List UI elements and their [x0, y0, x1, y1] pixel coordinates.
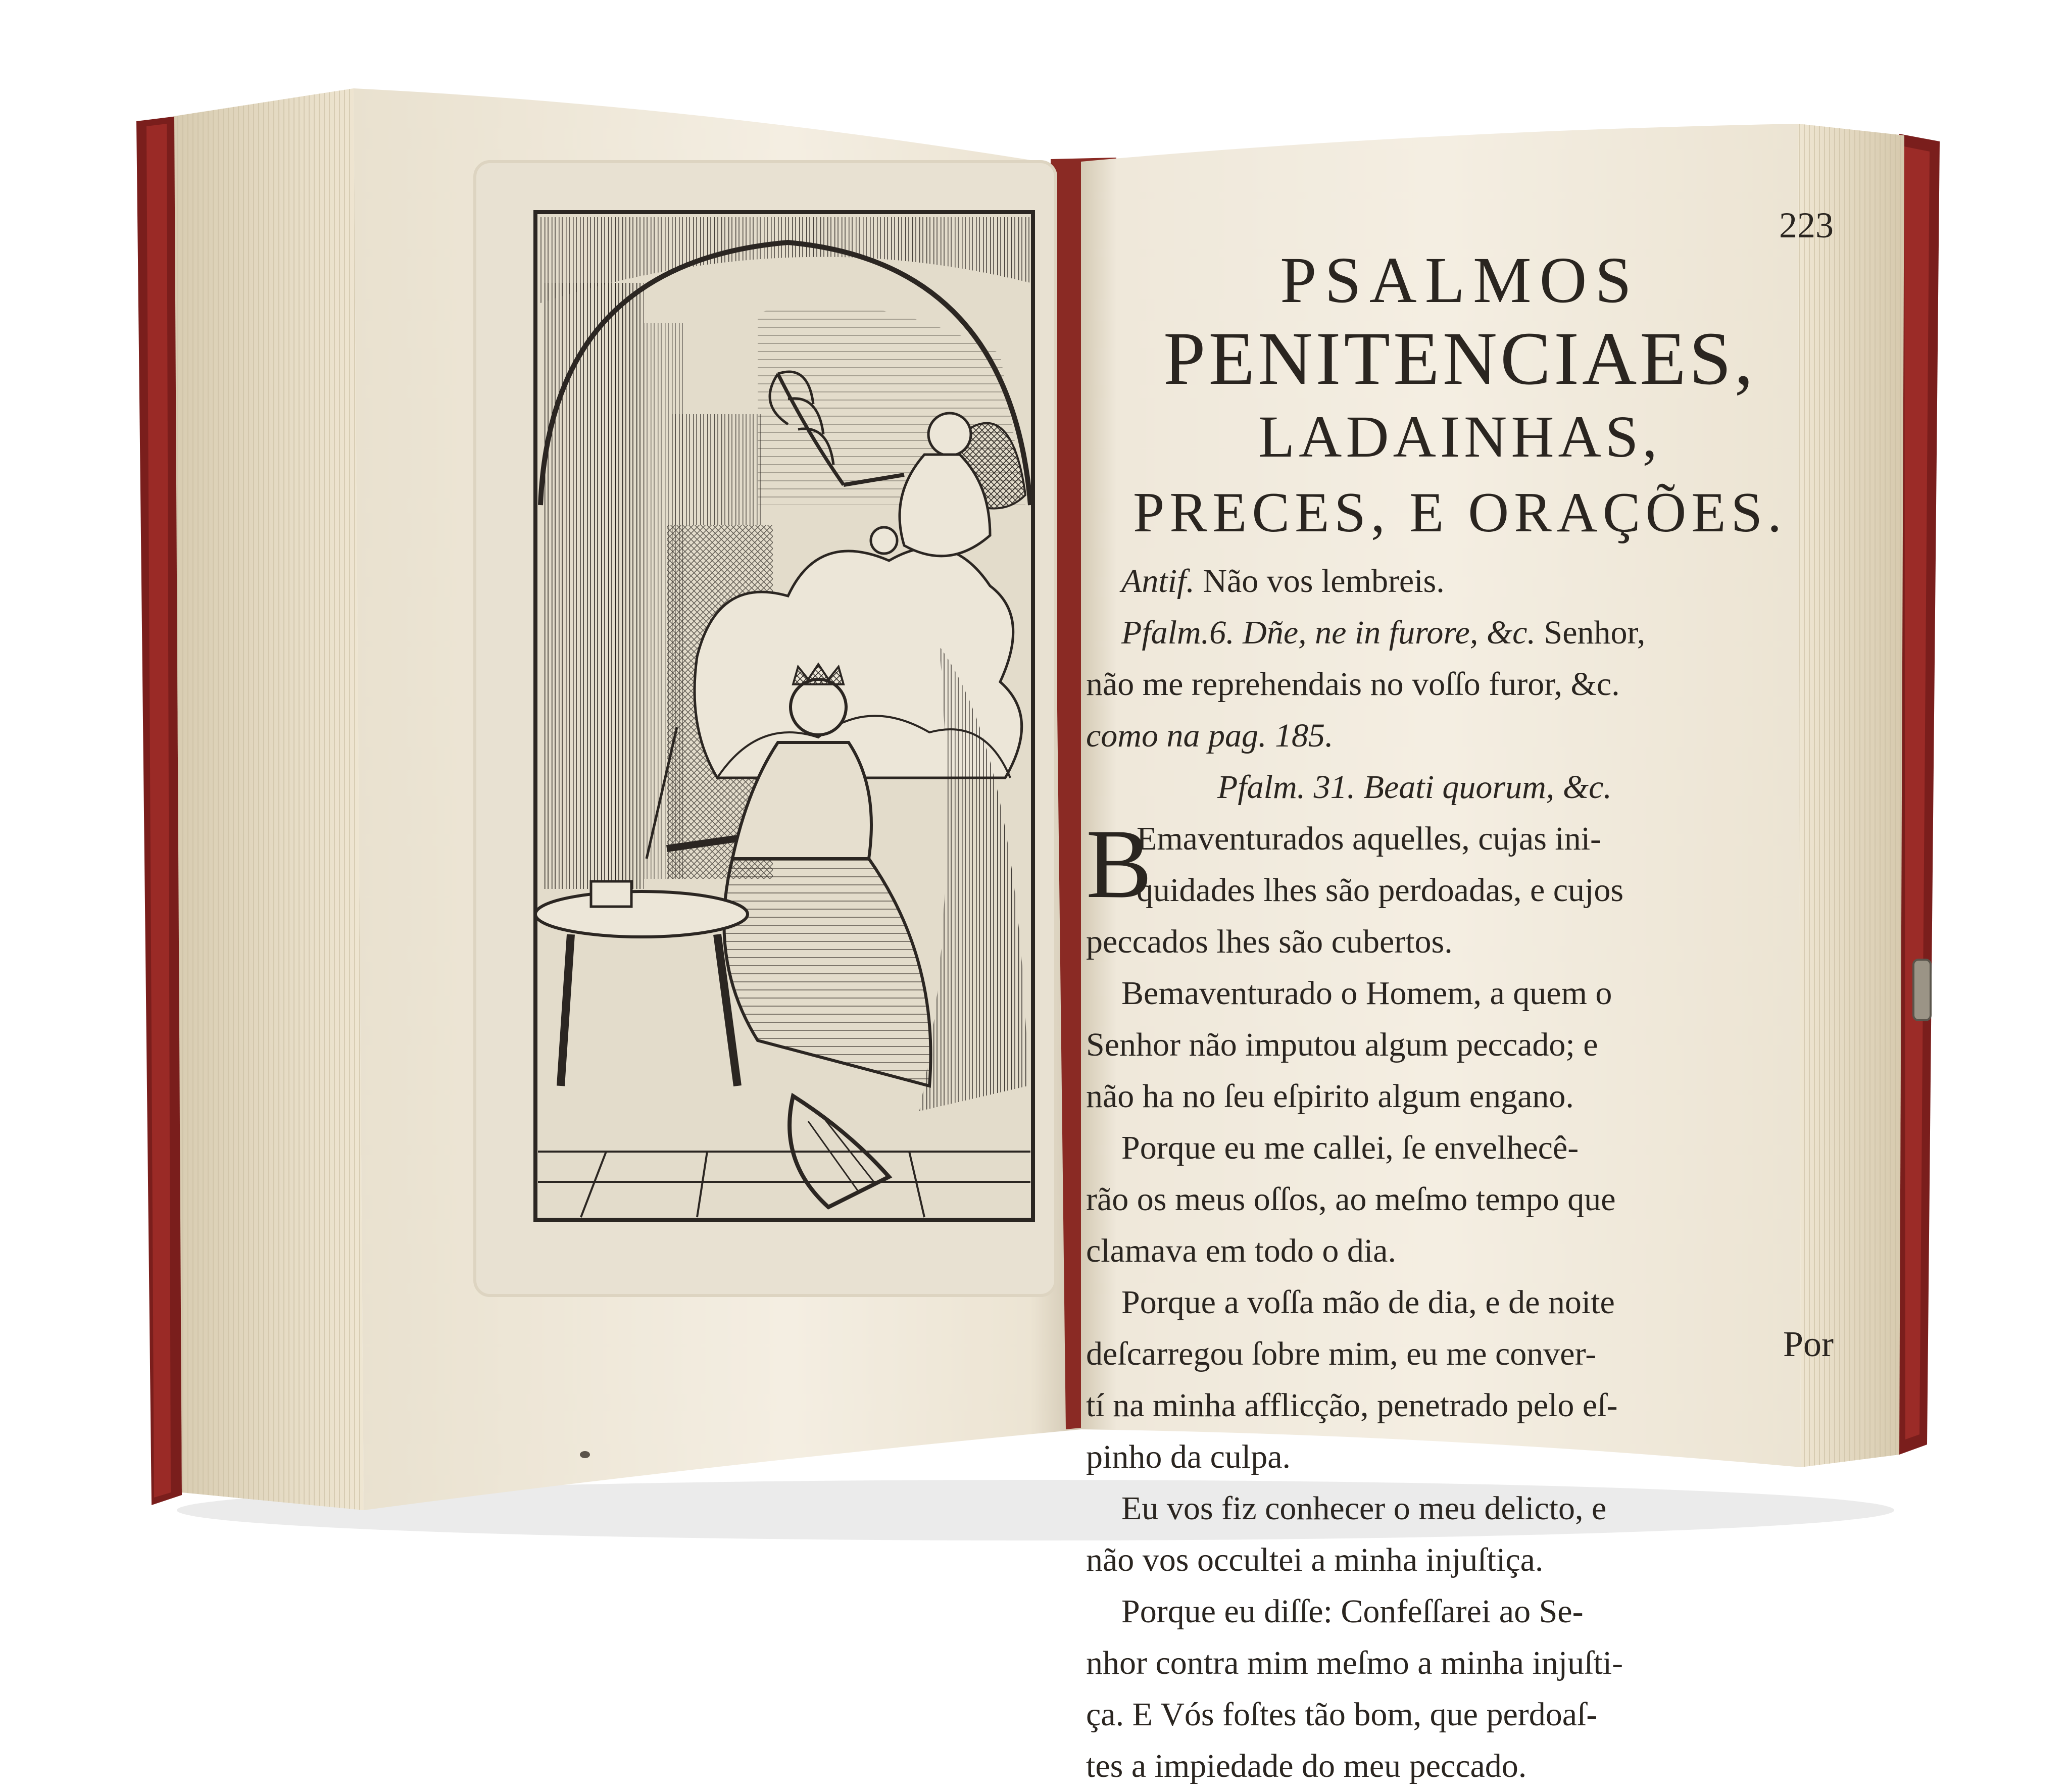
text-line: Emaventurados aquelles, cujas ini- [1137, 820, 1602, 857]
page-number: 223 [1779, 205, 1834, 245]
text-line: Porque eu me callei, ſe envelhecê- [1121, 1129, 1579, 1166]
text-line: tes a impiedade do meu peccado. [1086, 1748, 1527, 1784]
drop-cap: B [1086, 809, 1152, 919]
text-line: ça. E Vós foſtes tão bom, que perdoaſ- [1086, 1696, 1598, 1733]
title-line: PSALMOS [1280, 244, 1640, 317]
text-line: rão os meus oſſos, ao meſmo tempo que [1086, 1181, 1616, 1218]
text-line: clamava em todo o dia. [1086, 1232, 1396, 1269]
clasp-icon [1913, 960, 1931, 1020]
title-line: PRECES, E ORAÇÕES. [1133, 481, 1787, 544]
engraving-david-with-harp [535, 212, 1033, 1220]
text-line: não ha no ſeu eſpirito algum engano. [1086, 1078, 1574, 1115]
text-line: Porque eu diſſe: Confeſſarei ao Se- [1121, 1593, 1584, 1630]
text-line: Eu vos fiz conhecer o meu delicto, e [1121, 1490, 1607, 1527]
psalm-reference: Pfalm.6. Dñe, ne in furore, &c. [1121, 614, 1536, 651]
first-verse [1086, 809, 1834, 919]
text-line: pinho da culpa. [1086, 1438, 1291, 1475]
text-line: peccados lhes são cubertos. [1086, 923, 1453, 960]
text-page [1086, 136, 1834, 1784]
catchword: Por [1783, 1324, 1834, 1364]
psalm-reference: Pfalm. 31. Beati quorum, &c. [1217, 769, 1612, 806]
text-line: tí na minha afflicção, penetrado pelo eſ- [1086, 1387, 1618, 1424]
text-line: não vos occultei a minha injuſtiça. [1086, 1541, 1544, 1578]
title-line: PENITENCIAES, [1163, 317, 1756, 401]
title-line: LADAINHAS, [1258, 404, 1661, 470]
text-line: como na pag. 185. [1086, 717, 1334, 754]
text-line: Porque a voſſa mão de dia, e de noite [1121, 1284, 1615, 1321]
antiphon-text: Não vos lembreis. [1203, 563, 1445, 600]
text-line: deſcarregou ſobre mim, eu me conver- [1086, 1335, 1597, 1372]
antiphon-line [1086, 556, 1834, 607]
text-line: Senhor não imputou algum peccado; e [1086, 1026, 1598, 1063]
text-line: não me reprehendais no voſſo furor, &c. [1086, 666, 1620, 703]
text-line: quidades lhes são perdoadas, e cujos [1137, 872, 1624, 909]
text-line: Bemaventurado o Homem, a quem o [1121, 975, 1612, 1012]
psalm-text [1086, 556, 1834, 1792]
psalm-reference-line [1086, 607, 1834, 659]
antiphon-label: Antif. [1121, 563, 1195, 600]
text-line: nhor contra mim meſmo a minha injuſti- [1086, 1645, 1623, 1681]
text-fragment: Senhor, [1544, 614, 1646, 651]
page-title [1086, 242, 1834, 551]
